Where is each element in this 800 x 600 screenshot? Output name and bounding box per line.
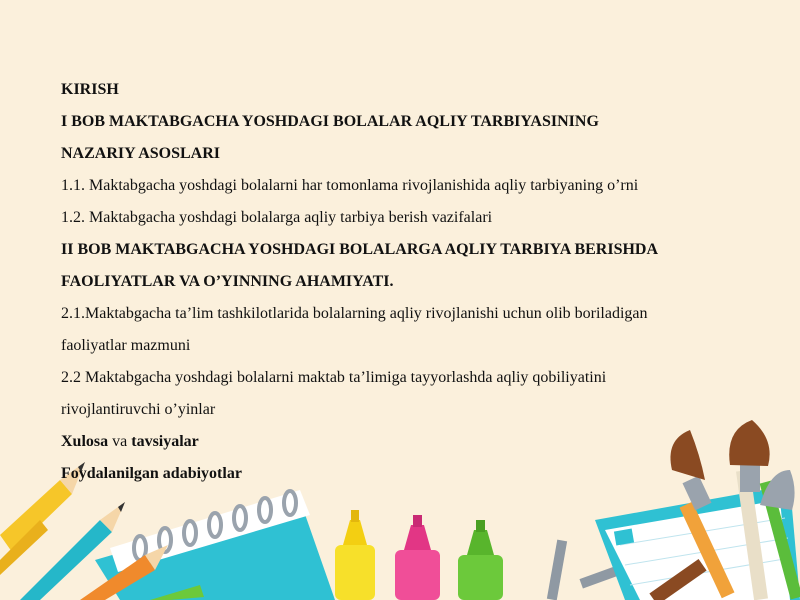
toc-section-2-1: 2.1.Maktabgacha ta’lim tashkilotlarida bolalarning aqliy rivojlanishi uchun olib boriladigan [61, 305, 648, 322]
toc-section-2-1-cont: faoliyatlar mazmuni [61, 337, 191, 354]
table-of-contents [61, 74, 761, 490]
toc-conclusion-label: Xulosa [61, 433, 109, 450]
yellow-marker-icon [335, 510, 375, 600]
toc-recommendations-label: tavsiyalar [131, 433, 199, 450]
toc-section-1-2: 1.2. Maktabgacha yoshdagi bolalarga aqliy tarbiya berish vazifalari [61, 209, 493, 226]
toc-chapter-1-title-cont: NAZARIY ASOSLARI [61, 145, 220, 162]
toc-section-1-1: 1.1. Maktabgacha yoshdagi bolalarni har tomonlama rivojlanishida aqliy tarbiyaning o’rni [61, 177, 639, 194]
pink-marker-icon [395, 515, 440, 600]
toc-chapter-2-title: II BOB MAKTABGACHA YOSHDAGI BOLALARGA AQLIY TARBIYA BERISHDA [61, 241, 659, 258]
toc-introduction: KIRISH [61, 81, 119, 98]
toc-section-2-2-cont: rivojlantiruvchi o’yinlar [61, 401, 216, 418]
toc-references: Foydalanilgan adabiyotlar [61, 465, 242, 482]
toc-conclusion-conjunction: va [108, 433, 132, 450]
green-marker-icon [458, 520, 503, 600]
toc-chapter-2-title-cont: FAOLIYATLAR VA O’YINNING AHAMIYATI. [61, 273, 394, 290]
toc-chapter-1-title: I BOB MAKTABGACHA YOSHDAGI BOLALAR AQLIY TARBIYASINING [61, 113, 599, 130]
toc-conclusion [61, 426, 761, 458]
toc-section-2-2: 2.2 Maktabgacha yoshdagi bolalarni maktab ta’limiga tayyorlashda aqliy qobiliyatini [61, 369, 607, 386]
